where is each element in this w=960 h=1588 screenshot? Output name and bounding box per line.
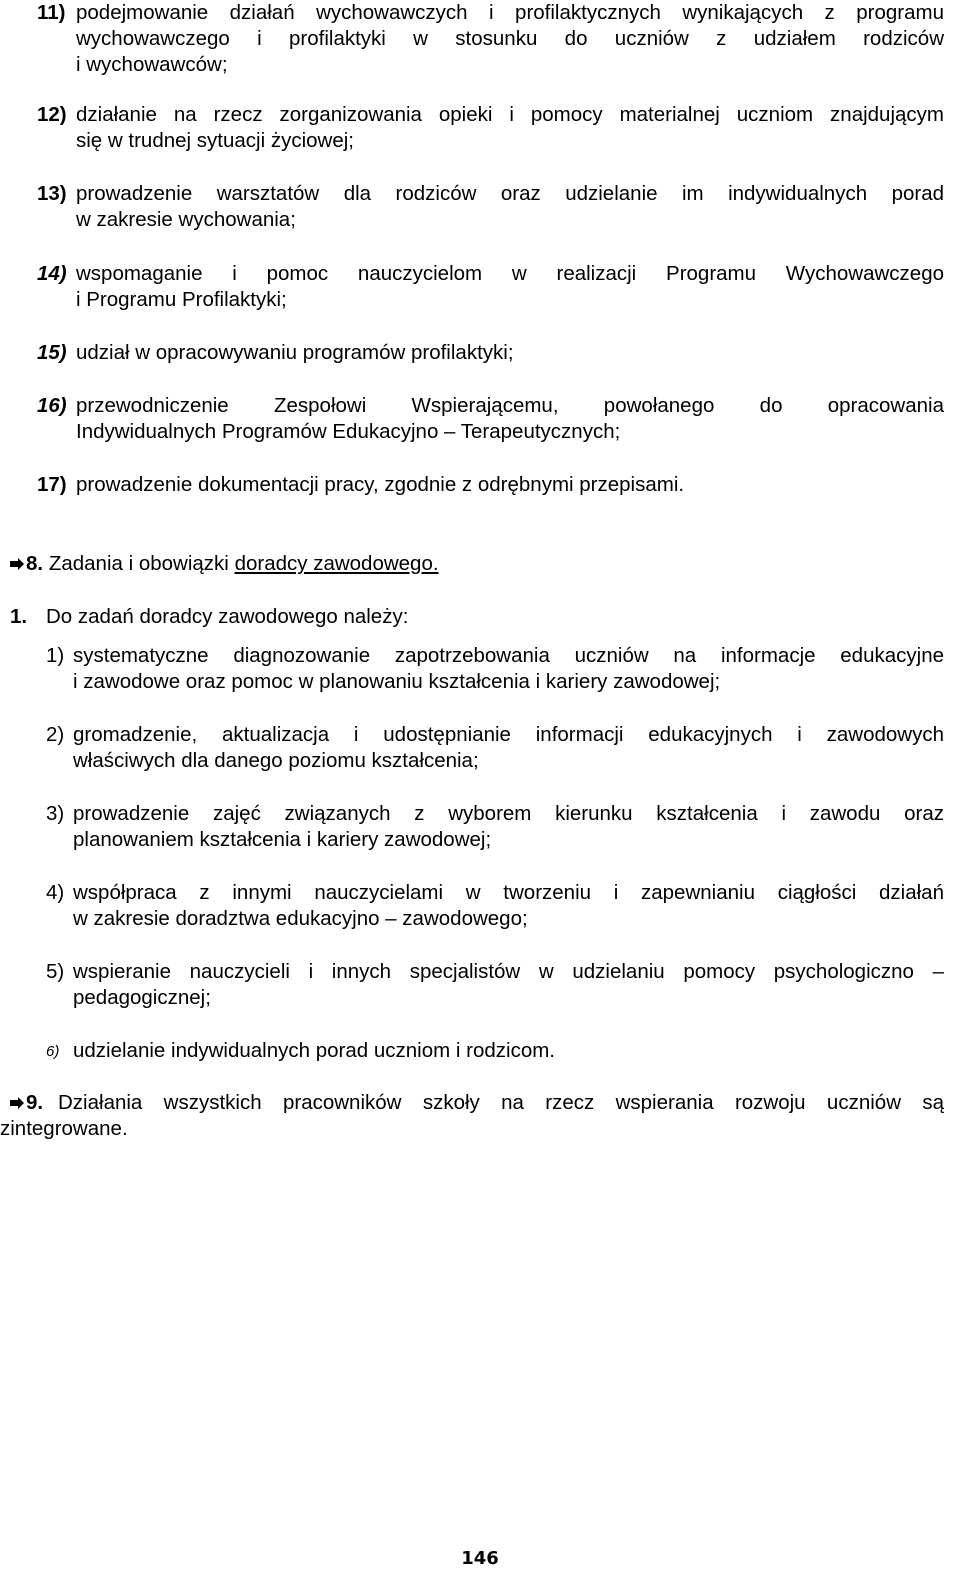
text-line: się w trudnej sytuacji życiowej; [76,129,354,152]
text-line: w zakresie wychowania; [76,208,296,231]
text-line: i zawodowe oraz pomoc w planowaniu kształcenia i kariery zawodowej; [73,670,721,693]
list-item-text [73,643,944,695]
text-line: wychowawczego i profilaktyki w stosunku do uczniów z udziałem rodziców [76,27,944,50]
text-line: Działania wszystkich pracowników szkoły na rzecz wspierania rozwoju uczniów są [58,1091,944,1114]
text-line: systematyczne diagnozowanie zapotrzebowania uczniów na informacje edukacyjne [73,644,944,667]
text-line: planowaniem kształcenia i kariery zawodowej; [73,828,492,851]
text-line: pedagogicznej; [73,986,211,1009]
text-line: prowadzenie dokumentacji pracy, zgodnie z odrębnymi przepisami. [76,473,685,496]
text-line: prowadzenie warsztatów dla rodziców oraz udzielanie im indywidualnych porad [76,182,944,205]
list-item-text [73,959,944,1011]
list-number: 6) [46,1043,60,1060]
list-number: 4) [46,881,65,904]
page-number: 146 [461,1548,499,1569]
list-number: 16) [37,394,67,417]
list-number: 12) [37,103,67,126]
text-line: wspieranie nauczycieli i innych specjalistów w udzielaniu pomocy psychologiczno – [73,960,944,983]
section-text-9 [0,1090,944,1142]
section-title-underlined: doradcy zawodowego. [234,552,439,575]
list-item-text [73,880,944,932]
list-number: 14) [37,262,67,285]
list-number: 2) [46,723,65,746]
list-number: 17) [37,473,67,496]
list-item-text [76,181,944,233]
bullet-arrow-icon [10,558,24,570]
text-line: współpraca z innymi nauczycielami w tworzeniu i zapewnianiu ciągłości działań [73,881,944,904]
paragraph-number: 1. [10,605,28,628]
list-item-text [73,801,944,853]
section-number: 9. [26,1091,44,1114]
list-number: 1) [46,644,65,667]
text-line: działanie na rzecz zorganizowania opieki i pomocy materialnej uczniom znajdującym [76,103,944,126]
text-line: w zakresie doradztwa edukacyjno – zawodowego; [73,907,528,930]
section-heading-8 [26,551,439,577]
list-item-text [73,1038,944,1064]
list-number: 11) [37,1,66,24]
list-number: 13) [37,182,67,205]
text-line: przewodniczenie Zespołowi Wspierającemu, powołanego do opracowania [76,394,944,417]
list-number: 15) [37,341,67,364]
list-item-text [76,472,944,498]
list-number: 5) [46,960,65,983]
text-line: i wychowawców; [76,53,228,76]
text-line: udział w opracowywaniu programów profilaktyki; [76,341,514,364]
list-item-text [76,261,944,313]
list-item-text [76,393,944,445]
list-item-text [76,340,944,366]
text-line: prowadzenie zajęć związanych z wyborem kierunku kształcenia i zawodu oraz [73,802,944,825]
text-line: zintegrowane. [0,1117,128,1140]
list-item-text [76,0,944,78]
list-number: 3) [46,802,65,825]
text-line: gromadzenie, aktualizacja i udostępnianie informacji edukacyjnych i zawodowych [73,723,944,746]
paragraph-text: Do zadań doradcy zawodowego należy: [46,605,409,628]
text-line: podejmowanie działań wychowawczych i profilaktycznych wynikających z programu [76,1,944,24]
list-item-text [73,722,944,774]
text-line: właściwych dla danego poziomu kształcenia; [73,749,479,772]
text-line: i Programu Profilaktyki; [76,288,287,311]
text-line: wspomaganie i pomoc nauczycielom w realizacji Programu Wychowawczego [76,262,944,285]
list-item-text [76,102,944,154]
text-line: udzielanie indywidualnych porad uczniom i rodzicom. [73,1039,556,1062]
section-number: 8. [26,552,44,575]
section-title-plain: Zadania i obowiązki [48,552,235,575]
text-line: Indywidualnych Programów Edukacyjno – Terapeutycznych; [76,420,621,443]
